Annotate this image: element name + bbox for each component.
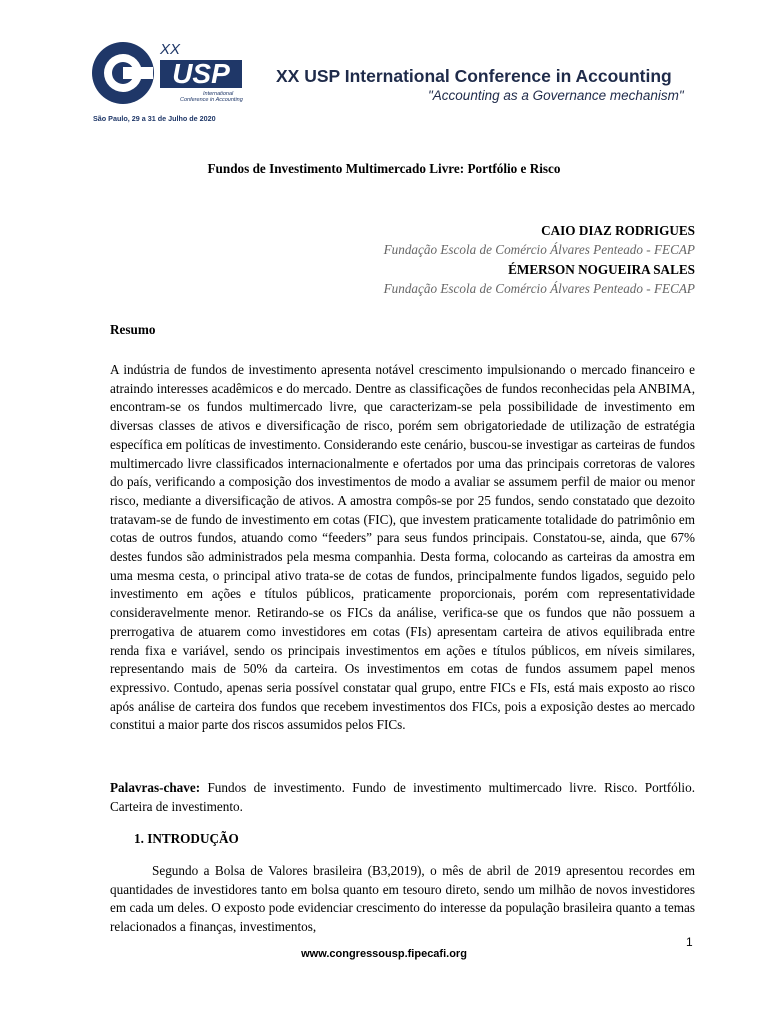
paper-title: Fundos de Investimento Multimercado Livre: Portfólio e Risco <box>207 161 561 176</box>
keywords-text: Fundos de investimento. Fundo de investimento multimercado livre. Risco. Portfólio. Carteira de investimento. <box>110 780 695 814</box>
conference-subtitle: "Accounting as a Governance mechanism" <box>428 88 684 103</box>
logo-tagline-1: International <box>203 91 234 97</box>
conference-title: XX USP International Conference in Accounting <box>276 66 672 86</box>
section-heading-introduction: 1. INTRODUÇÃO <box>134 831 239 846</box>
conference-header <box>88 38 688 128</box>
abstract-heading: Resumo <box>110 322 156 337</box>
abstract-text: A indústria de fundos de investimento apresenta notável crescimento impulsionando o mercado financeiro e atraindo interesses acadêmicos e do mercado. Dentre as classificações de fundos reconhecidas pela ANBIMA, encontram-se os fundos multimercado livre, que caracterizam-se pela possibilidade de investimento em diversas classes de ativos e diversificação de risco, porém sem obrigatoriedade de utilização de estratégia específica em políticas de investimento. Considerando este cenário, buscou-se investigar as carteiras de fundos multimercado livre classificados internacionalmente e ofertados por uma das principais corretoras de valores do país, verificando a composição dos investimentos de modo a avaliar se assumem perfil de maior ou menor risco, mediante a diversificação de ativos. A amostra compôs-se por 25 fundos, sendo constatado que dezoito tratavam-se de fundo de investimento em cotas (FIC), que investem praticamente totalidade do patrimônio em cotas de outros fundos, atuando como “feeders” para seus fundos principais. Constatou-se, ainda, que 67% destes fundos são administrados pela mesma companhia. Desta forma, colocando as carteiras da amostra em uma mesma cesta, o principal ativo trata-se de cotas de fundos, principalmente fundos ligados, seguido pelo investimento em ações e títulos públicos, praticamente proporcionais, porém com representatividade consideravelmente menor. Retirando-se os FICs da análise, verifica-se que os fundos que não possuem a prerrogativa de atuarem como investidores em cotas (FIs) apresentam carteira de ativos equilibrada entre renda fixa e variável, sendo os principais investimentos em ações e títulos públicos, em níveis similares, representando mais de 50% da carteira. Os investimentos em cotas de fundos assumem papel menos expressivo. Contudo, apenas seria possível constatar qual grupo, entre FICs e FIs, está mais exposto ao risco após análise de carteira dos fundos que recebem investimentos dos FICs, pois a exposição destes ao mercado constitui a maior parte dos riscos assumidos pelos FICs. <box>110 362 695 733</box>
usp-conference-logo <box>88 38 258 128</box>
keywords-label: Palavras-chave: <box>110 780 201 795</box>
author-name: CAIO DIAZ RODRIGUES <box>541 223 695 238</box>
logo-brand: USP <box>172 58 230 89</box>
introduction-text: Segundo a Bolsa de Valores brasileira (B3,2019), o mês de abril de 2019 apresentou recordes em quantidades de investidores tanto em bolsa quanto em tesouro direto, sendo um milhão de novos investidores em cada um deles. O exposto pode evidenciar crescimento do interesse da população brasileira quanto a temas relacionados a finanças, investimentos, <box>110 863 695 935</box>
author-affiliation: Fundação Escola de Comércio Álvares Penteado - FECAP <box>383 242 695 258</box>
author-affiliation: Fundação Escola de Comércio Álvares Penteado - FECAP <box>383 280 695 296</box>
logo-tagline-2: Conference in Accounting <box>180 97 243 103</box>
author-name: ÉMERSON NOGUEIRA SALES <box>508 261 695 277</box>
footer-url[interactable]: www.congressousp.fipecafi.org <box>301 948 467 960</box>
usp-logo-icon <box>88 38 258 128</box>
page-number: 1 <box>686 935 693 949</box>
logo-edition: XX <box>160 41 181 58</box>
author-block <box>384 221 695 298</box>
logo-location-dates: São Paulo, 29 a 31 de Julho de 2020 <box>93 114 216 123</box>
keywords <box>110 779 695 816</box>
